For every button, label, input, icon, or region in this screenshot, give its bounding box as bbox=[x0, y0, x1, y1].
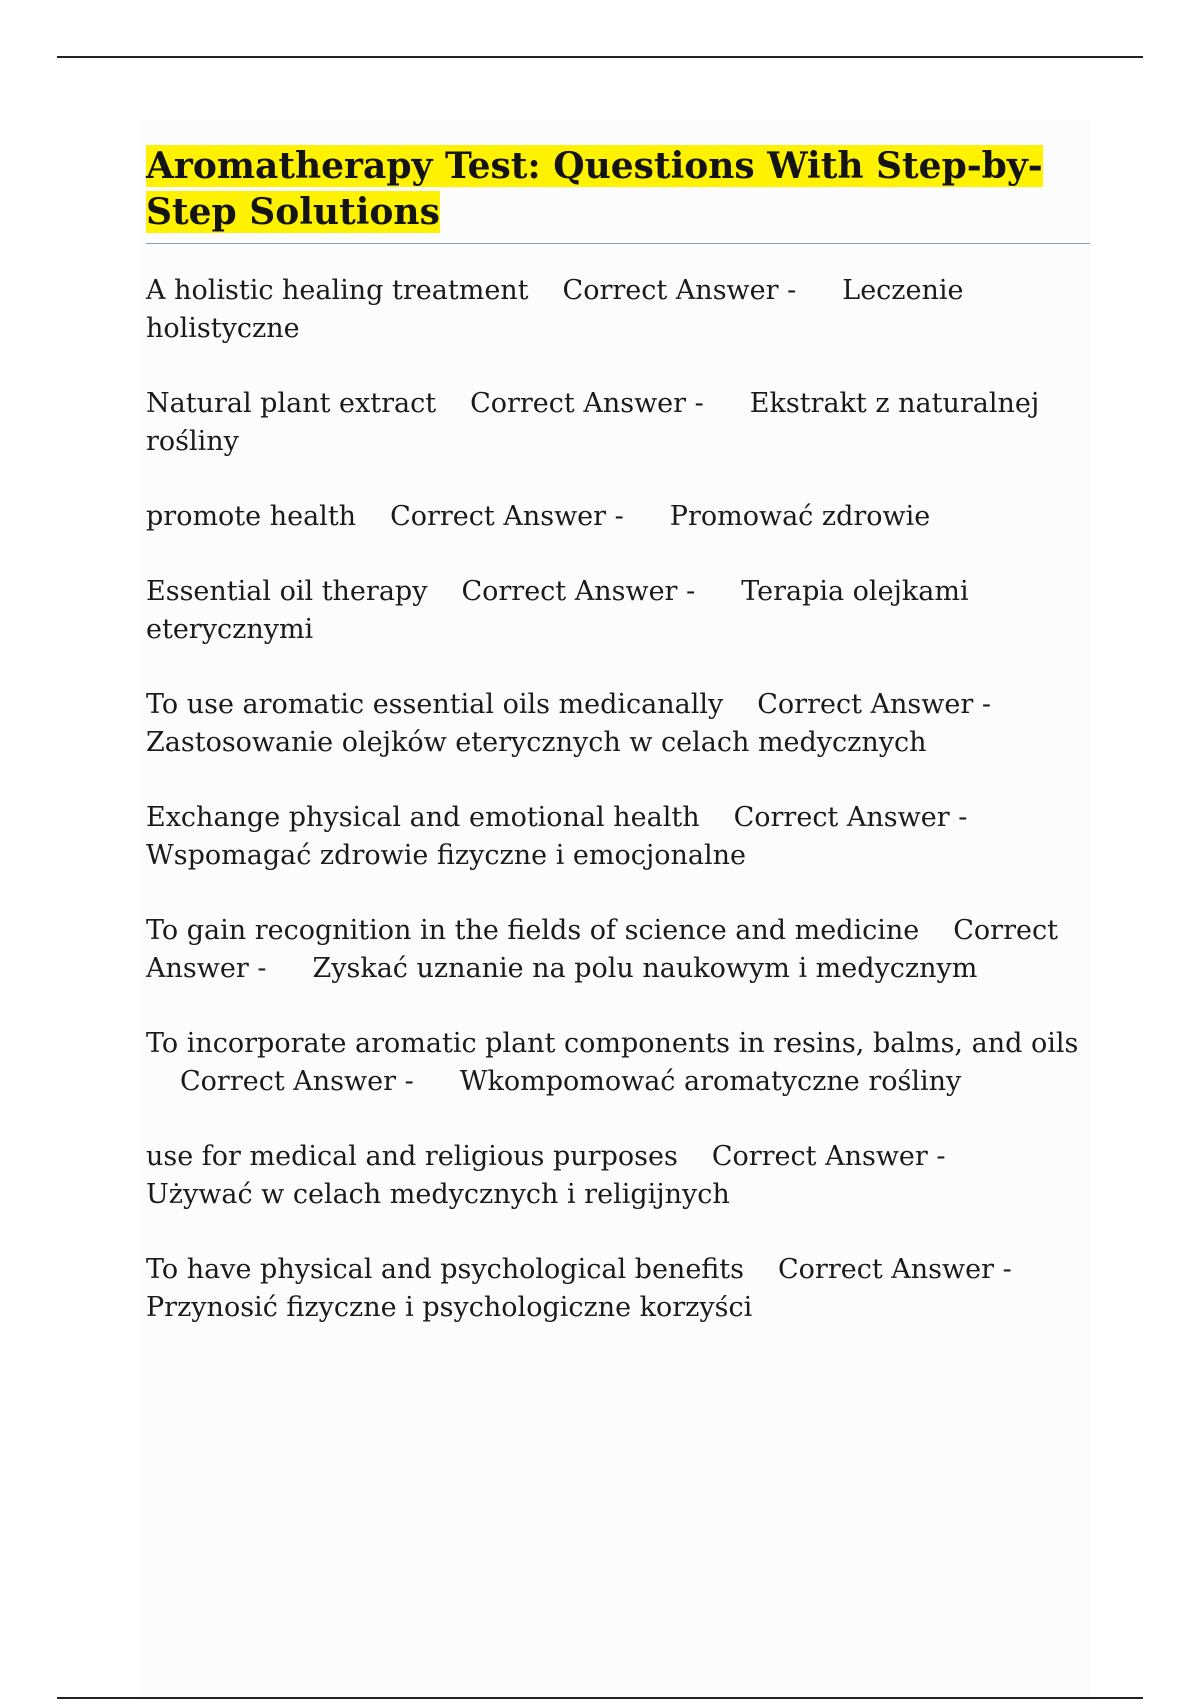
question-text: To have physical and psychological benefits bbox=[146, 1254, 745, 1285]
question-text: Natural plant extract bbox=[146, 388, 437, 419]
document-body bbox=[146, 143, 1090, 1364]
answer-text: Wspomagać zdrowie fizyczne i emocjonalne bbox=[146, 840, 746, 871]
answer-label: Correct Answer bbox=[180, 1066, 396, 1097]
answer-text: Promować zdrowie bbox=[669, 501, 931, 532]
document-title bbox=[146, 143, 1090, 235]
question-text: use for medical and religious purposes bbox=[146, 1141, 678, 1172]
qa-item bbox=[146, 1138, 1090, 1214]
answer-label: Correct Answer bbox=[733, 802, 950, 833]
title-underline bbox=[146, 243, 1090, 244]
answer-text: Ekstrakt z naturalnej rośliny bbox=[146, 388, 1040, 457]
answer-label: Correct Answer bbox=[470, 388, 687, 419]
qa-item bbox=[146, 912, 1090, 988]
qa-item bbox=[146, 385, 1090, 461]
question-text: To gain recognition in the fields of science and medicine bbox=[146, 915, 920, 946]
qa-item bbox=[146, 498, 1090, 536]
answer-label: Correct Answer bbox=[778, 1254, 995, 1285]
answer-text: Terapia olejkami eterycznymi bbox=[146, 576, 969, 645]
answer-text: Zyskać uznanie na polu naukowym i medycznym bbox=[312, 953, 978, 984]
answer-text: Używać w celach medycznych i religijnych bbox=[146, 1179, 730, 1210]
answer-separator: - bbox=[694, 388, 704, 419]
answer-separator: - bbox=[257, 953, 267, 984]
answer-label: Correct Answer bbox=[390, 501, 607, 532]
answer-text: Wkompomować aromatyczne rośliny bbox=[459, 1066, 962, 1097]
qa-item bbox=[146, 1251, 1090, 1327]
answer-separator: - bbox=[404, 1066, 414, 1097]
answer-label: Correct Answer bbox=[757, 689, 974, 720]
page-bottom-rule bbox=[57, 1697, 1143, 1699]
qa-item bbox=[146, 272, 1090, 348]
answer-label: Correct Answer bbox=[461, 576, 678, 607]
answer-separator: - bbox=[981, 689, 991, 720]
document-title-text: Aromatherapy Test: Questions With Step-by-Step Solutions bbox=[146, 145, 1043, 233]
answer-separator: - bbox=[936, 1141, 946, 1172]
answer-text: Leczenie holistyczne bbox=[146, 275, 964, 344]
answer-text: Zastosowanie olejków eterycznych w celach medycznych bbox=[146, 727, 927, 758]
answer-separator: - bbox=[614, 501, 624, 532]
question-text: To incorporate aromatic plant components in resins, balms, and oils bbox=[146, 1028, 1079, 1059]
question-text: Exchange physical and emotional health bbox=[146, 802, 700, 833]
answer-separator: - bbox=[787, 275, 797, 306]
answer-separator: - bbox=[686, 576, 696, 607]
qa-item bbox=[146, 799, 1090, 875]
question-text: promote health bbox=[146, 501, 357, 532]
answer-label: Correct Answer bbox=[562, 275, 779, 306]
page-top-rule bbox=[57, 56, 1143, 58]
answer-label: Correct Answer bbox=[711, 1141, 928, 1172]
answer-separator: - bbox=[958, 802, 968, 833]
answer-text: Przynosić fizyczne i psychologiczne korzyści bbox=[146, 1292, 753, 1323]
qa-item bbox=[146, 1025, 1090, 1101]
answer-label: Correct Answer bbox=[146, 915, 1058, 984]
qa-item bbox=[146, 686, 1090, 762]
question-text: Essential oil therapy bbox=[146, 576, 428, 607]
answer-separator: - bbox=[1002, 1254, 1012, 1285]
qa-item bbox=[146, 573, 1090, 649]
question-text: To use aromatic essential oils medicanally bbox=[146, 689, 724, 720]
question-text: A holistic healing treatment bbox=[146, 275, 529, 306]
qa-list bbox=[146, 272, 1090, 1327]
